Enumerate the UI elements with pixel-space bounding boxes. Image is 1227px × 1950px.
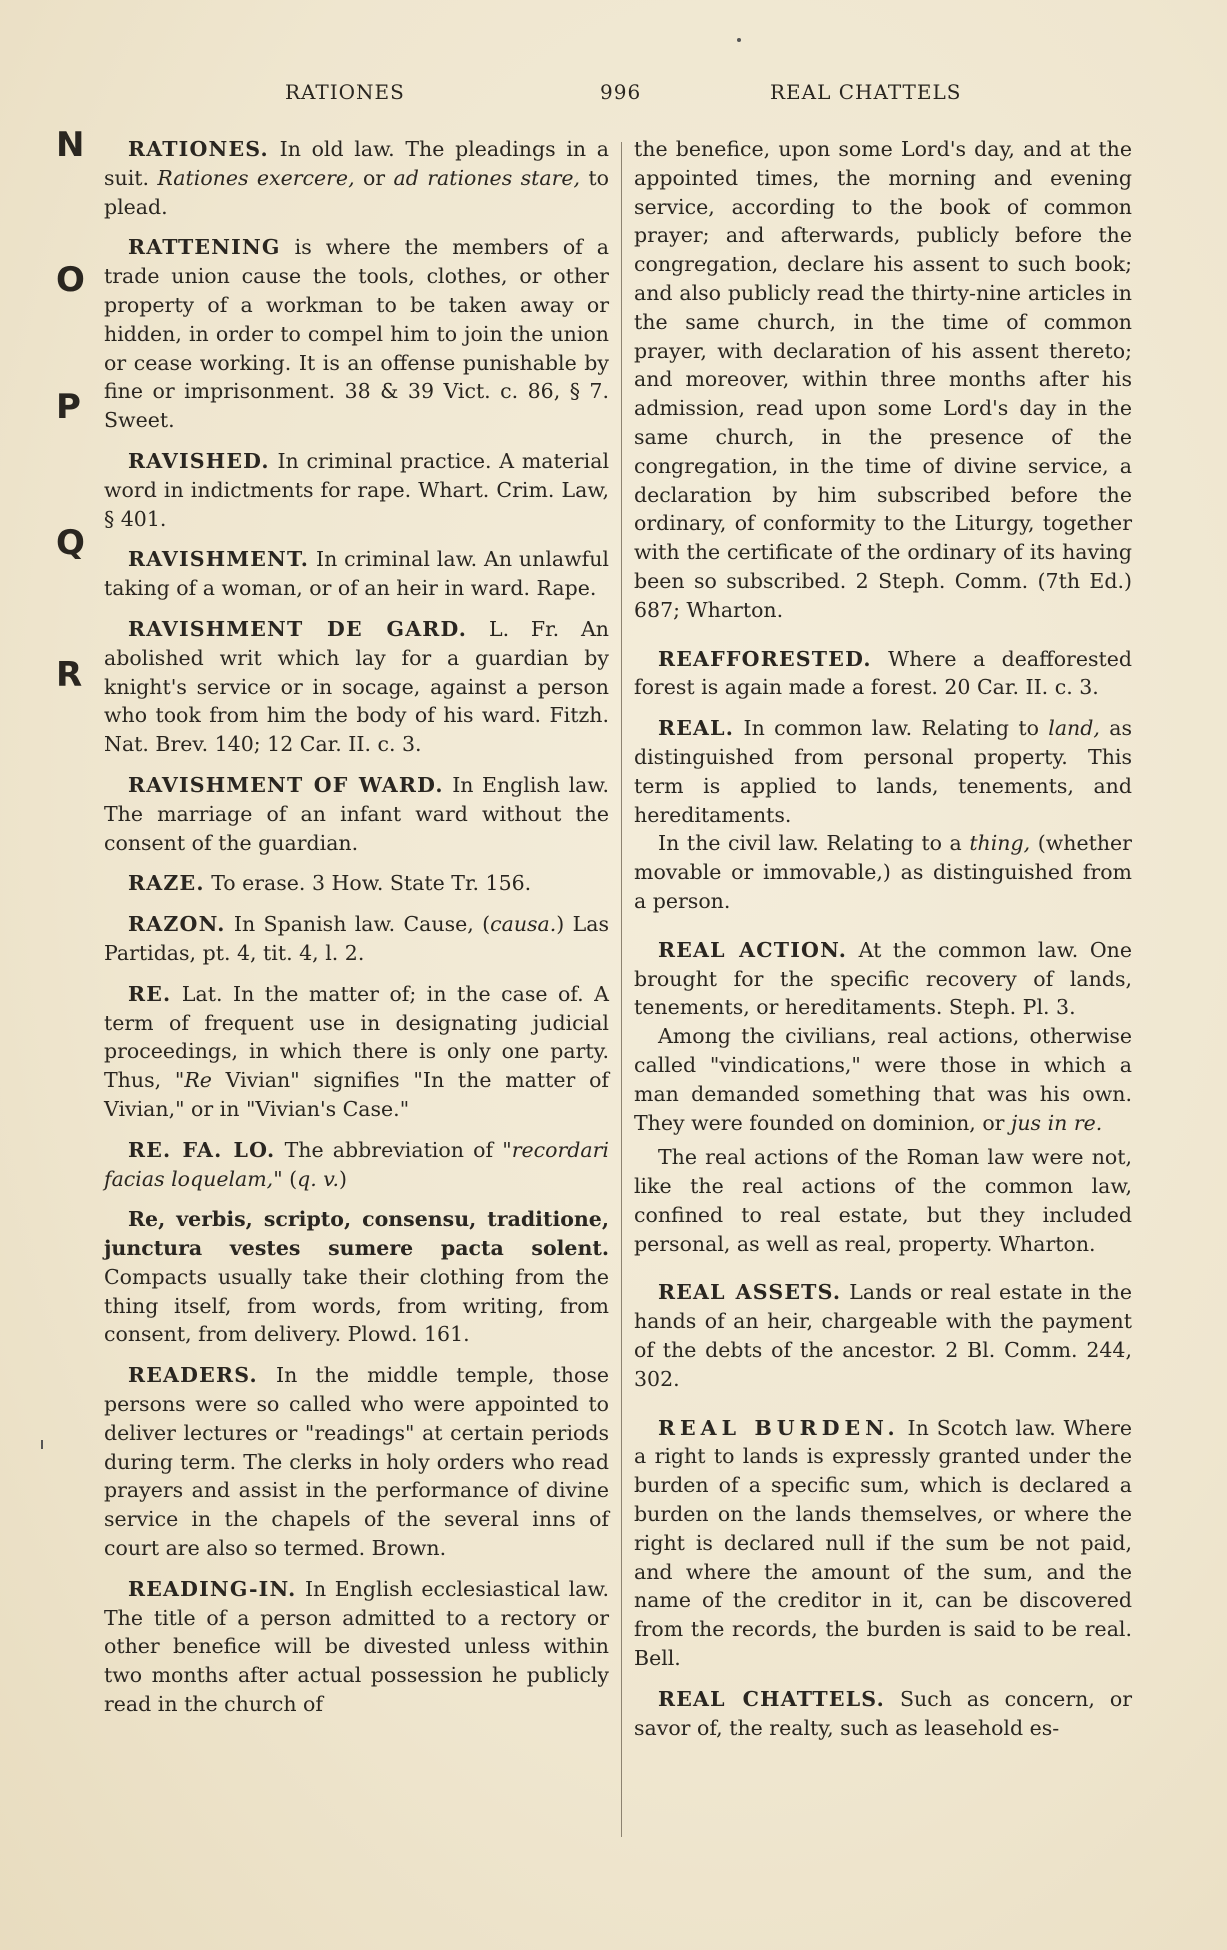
entry-text: The real actions of the Roman law were not, like the real actions of the common law, confined to real estate, but they included personal, as well as real, property. Wharton.: [634, 1145, 1132, 1256]
entry-text: The abbreviation of ": [275, 1137, 512, 1162]
entry-text: Compacts usually take their clothing from the thing itself, from words, from writing, from consent, from delivery. Plowd. 161.: [104, 1264, 609, 1347]
entry-italic-term: q. v.: [297, 1166, 339, 1191]
thumb-index-letter: P: [56, 387, 81, 427]
entry-text: (whether movable or immovable,) as distinguished from a person.: [634, 831, 1132, 913]
entry-headword: REAL ACTION.: [658, 937, 848, 962]
dictionary-entry: [104, 233, 609, 435]
entry-headword: REAL CHATTELS.: [658, 1686, 885, 1711]
entry-text: to plead.: [104, 165, 609, 219]
entry-text: Lands or real estate in the hands of an heir, chargeable with the payment of the debts of the ancestor. 2 Bl. Comm. 244, 302.: [634, 1280, 1132, 1391]
column-divider: [621, 142, 622, 1837]
entry-headword: REAL ASSETS.: [658, 1280, 842, 1305]
entry-text: In criminal law. An unlawful taking of a woman, or of an heir in ward. Rape.: [104, 547, 609, 601]
dictionary-entry: [104, 615, 609, 759]
entry-text: In the civil law. Relating to a: [658, 831, 970, 856]
entry-headword: READERS.: [128, 1363, 258, 1388]
thumb-index-letter: O: [56, 260, 85, 300]
thumb-index-letter: Q: [56, 523, 85, 563]
entry-headword: RAZON.: [128, 912, 226, 937]
entry-italic-term: Rationes exercere,: [157, 165, 355, 190]
thumb-index-letter: N: [56, 125, 85, 165]
running-head-right: REAL CHATTELS: [770, 80, 962, 104]
entry-text: In Scotch law. Where a right to lands is expressly granted under the burden of a specific sum, which is declared a burden on the lands themselves, or where the right is declared null if the sum be not paid, and where the amount of the sum, and the name of the creditor in it, can be discovered from the records, the burden is said to be real. Bell.: [634, 1415, 1133, 1671]
dictionary-entry: [634, 1278, 1132, 1393]
dictionary-entry: [104, 1205, 609, 1349]
entry-headword: REAL BURDEN.: [658, 1415, 900, 1440]
entry-italic-term: recordari facias loquelam,: [104, 1137, 609, 1191]
entry-text: " (: [273, 1166, 298, 1191]
dictionary-entry: [104, 869, 609, 898]
entry-text: In common law. Relating to: [734, 716, 1049, 741]
dictionary-entry: [634, 645, 1132, 703]
entry-headword: RAVISHED.: [128, 448, 270, 473]
entry-headword: RAVISHMENT DE GARD.: [128, 616, 468, 641]
dictionary-entry: [104, 447, 609, 533]
entry-headword: RAZE.: [128, 871, 205, 896]
entry-italic-term: Re: [184, 1068, 212, 1093]
dictionary-entry: [634, 714, 1132, 829]
entry-text: In criminal practice. A material word in indictments for rape. Whart. Crim. Law, § 401.: [104, 448, 609, 531]
entry-headword: RAVISHMENT.: [128, 547, 310, 572]
entry-text: At the common law. One brought for the specific recovery of lands, tenements, or hereditaments. Steph. Pl. 3.: [634, 937, 1132, 1020]
entry-text: L. Fr. An abolished writ which lay for a guardian by knight's service or in socage, against a person who took from him the body of his ward. Fitzh. Nat. Brev. 140; 12 Car. II. c. 3.: [104, 616, 609, 757]
dictionary-entry: [104, 1575, 609, 1719]
entry-italic-term: jus in re.: [1010, 1110, 1103, 1135]
entry-text: Lat. In the matter of; in the case of. A term of frequent use in designating judicial proceedings, in which there is only one party. Thus, ": [104, 981, 609, 1093]
entry-text: the benefice, upon some Lord's day, and at the appointed times, the morning and evening service, according to the book of common prayer; and afterwards, publicly before the congregation, declare his assent to such book; and also publicly read the thirty-nine articles in the same church, in the time of common prayer, with declaration of his assent thereto; and moreover, within three months after his admission, read upon some Lord's day in the same church, in the presence of the congregation, in the time of divine service, a declaration by him subscribed before the ordinary, of conformity to the Liturgy, together with the certificate of the ordinary of its having been so subscribed. 2 Steph. Comm. (7th Ed.) 687; Wharton.: [634, 137, 1132, 622]
dictionary-entry: [104, 1361, 609, 1563]
running-head-left: RATIONES: [285, 80, 405, 104]
dictionary-entry: [104, 135, 609, 221]
entry-text: In Spanish law. Cause, (: [225, 912, 491, 937]
entry-text: In English law. The marriage of an infant ward without the consent of the guardian.: [104, 772, 609, 855]
thumb-index: [52, 125, 92, 705]
entry-italic-term: thing,: [969, 831, 1031, 856]
dictionary-entry: [634, 1414, 1132, 1673]
entry-headword: READING-IN.: [128, 1576, 297, 1601]
margin-mark: [41, 1440, 43, 1449]
entry-text: Such as concern, or savor of, the realty, such as leasehold es-: [634, 1686, 1133, 1740]
entry-text: or: [354, 165, 394, 190]
page-number: 996: [600, 80, 642, 104]
dictionary-entry: [104, 771, 609, 857]
dictionary-entry: [634, 1022, 1132, 1137]
dictionary-entry: [634, 1685, 1132, 1743]
entry-headword: RATIONES.: [128, 137, 269, 161]
entry-text: In English ecclesiastical law. The title of a person admitted to a rectory or other benefice will be divested unless within two months after actual possession he publicly read in the church of: [104, 1576, 609, 1717]
entry-headword: RATTENING: [128, 235, 281, 260]
entry-text: To erase. 3 How. State Tr. 156.: [204, 871, 532, 896]
entry-text: Among the civilians, real actions, otherwise called "vindications," were those in which a man demanded something that was his own. They were founded on dominion, or: [634, 1024, 1132, 1135]
right-column: [634, 135, 1132, 1754]
entry-headword: RE.: [128, 981, 172, 1006]
running-head: [0, 80, 1227, 110]
entry-italic-term: land,: [1048, 716, 1100, 741]
entry-text: as distinguished from personal property. This term is applied to lands, tenements, and hereditaments.: [634, 716, 1132, 827]
left-column: [104, 135, 609, 1731]
entry-text: ): [338, 1166, 347, 1191]
thumb-index-letter: R: [56, 655, 83, 695]
dictionary-entry: [104, 1136, 609, 1194]
entry-text: Vivian" signifies "In the matter of Vivian," or in "Vivian's Case.": [104, 1068, 609, 1121]
entry-text: In old law. The pleadings in a suit.: [104, 137, 609, 190]
entry-italic-term: causa.: [490, 912, 557, 937]
entry-text: ) Las Partidas, pt. 4, tit. 4, l. 2.: [104, 912, 609, 965]
dictionary-entry: [634, 1143, 1132, 1258]
ink-speck: [737, 38, 741, 42]
entry-headword: RAVISHMENT OF WARD.: [128, 772, 444, 797]
entry-text: Where a deafforested forest is again made a forest. 20 Car. II. c. 3.: [634, 646, 1132, 700]
dictionary-entry: [104, 980, 609, 1124]
dictionary-entry: [634, 829, 1132, 915]
entry-italic-term: ad rationes stare,: [393, 165, 581, 190]
entry-headword: REAFFORESTED.: [658, 646, 872, 671]
entry-text: In the middle temple, those persons were so called who were appointed to deliver lectures or "readings" at certain periods during term. The clerks in holy orders who read prayers and assist in the performance of divine service in the chapels of the several inns of court are also so termed. Brown.: [104, 1363, 609, 1561]
dictionary-entry: [634, 135, 1132, 625]
entry-maxim: Re, verbis, scripto, consensu, traditione, junctura vestes sumere pacta solent.: [104, 1207, 609, 1261]
entry-text: is where the members of a trade union cause the tools, clothes, or other property of a workman to be taken away or hidden, in order to compel him to join the union or cease working. It is an offense punishable by fine or imprisonment. 38 & 39 Vict. c. 86, § 7. Sweet.: [104, 235, 609, 433]
entry-headword: REAL.: [658, 716, 735, 741]
dictionary-entry: [104, 545, 609, 603]
entry-headword: RE. FA. LO.: [128, 1137, 276, 1162]
dictionary-entry: [104, 910, 609, 968]
dictionary-entry: [634, 936, 1132, 1022]
